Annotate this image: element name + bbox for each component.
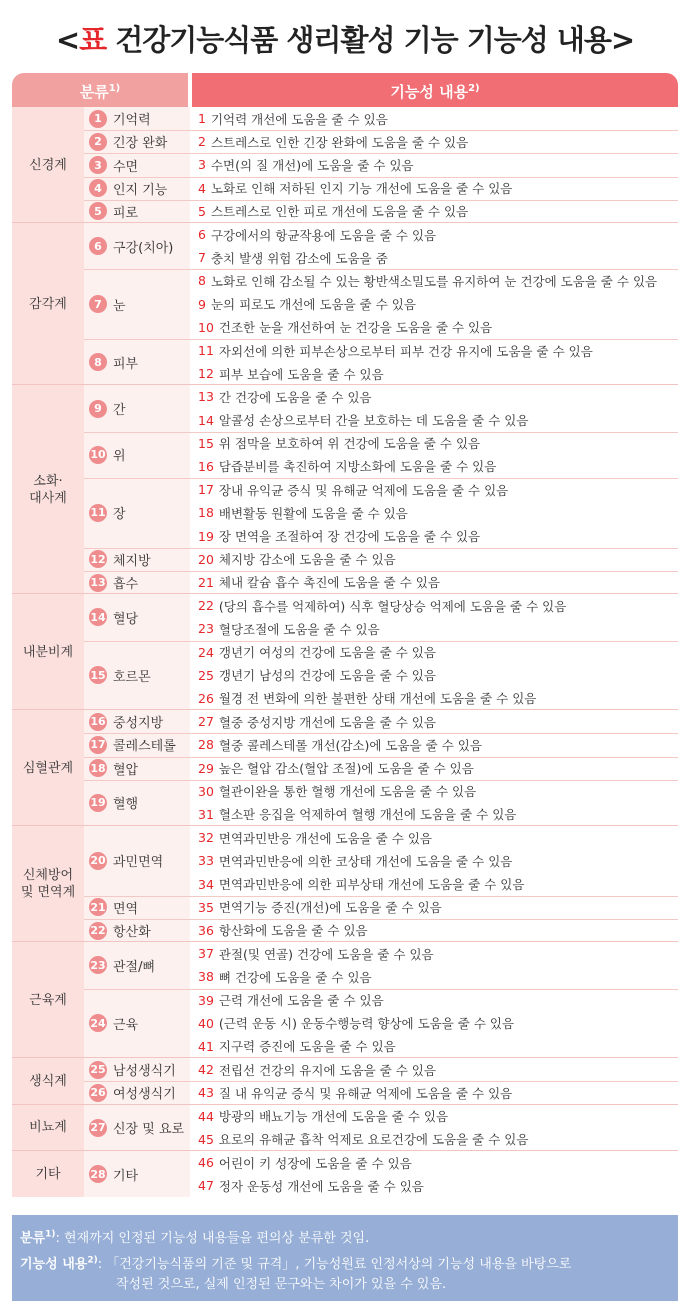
content-text: 노화로 인해 저하된 인지 기능 개선에 도움을 줄 수 있음: [210, 181, 513, 197]
content-number: 5: [198, 203, 206, 219]
category-label: 구강(치아): [113, 240, 174, 256]
content-number: 21: [198, 574, 214, 590]
category-item: [89, 397, 126, 420]
category-number-badge: 5: [89, 202, 107, 220]
column-divider: [190, 710, 192, 826]
content-number: 4: [198, 180, 206, 196]
table-group: [12, 942, 678, 1058]
content-item: [198, 617, 380, 640]
category-number-badge: 20: [89, 852, 107, 870]
content-number: 19: [198, 528, 214, 544]
content-number: 7: [198, 250, 206, 266]
category-label: 장: [113, 507, 126, 523]
content-item: [198, 1058, 436, 1081]
content-item: [198, 246, 388, 269]
content-item: [198, 525, 480, 548]
content-item: [198, 826, 432, 849]
content-text: 혈중 중성지방 개선에 도움을 줄 수 있음: [218, 714, 436, 730]
category-label: 간: [113, 403, 126, 419]
system-label: 신경계: [29, 157, 67, 173]
category-number-badge: 15: [89, 666, 107, 684]
category-item: [89, 1163, 138, 1186]
category-number-badge: 17: [89, 736, 107, 754]
content-text: 충치 발생 위험 감소에 도움을 줌: [210, 250, 388, 266]
category-number-badge: 19: [89, 794, 107, 812]
table-group: [12, 826, 678, 942]
content-text: 항산화에 도움을 줄 수 있음: [218, 923, 368, 939]
content-item: [198, 269, 657, 292]
content-number: 20: [198, 551, 214, 567]
content-item: [198, 293, 416, 316]
category-label: 혈당: [113, 611, 139, 627]
category-item: [89, 896, 138, 919]
system-label: 비뇨계: [29, 1120, 67, 1136]
category-item: [89, 733, 176, 756]
content-number: 28: [198, 737, 214, 753]
category-number-badge: 3: [89, 156, 107, 174]
content-number: 46: [198, 1155, 214, 1170]
category-label: 혈행: [113, 797, 139, 813]
content-item: [198, 919, 368, 942]
content-number: 34: [198, 876, 214, 892]
header-category: 분류$^{1)}$: [12, 73, 188, 107]
content-text: 스트레스로 인한 긴장 완화에 도움을 줄 수 있음: [210, 134, 469, 150]
content-item: [198, 571, 440, 594]
system-label: 기타: [35, 1166, 61, 1182]
content-number: 24: [198, 644, 214, 660]
content-number: 42: [198, 1062, 214, 1078]
column-divider: [190, 942, 192, 1058]
category-number-badge: 23: [89, 956, 107, 974]
content-number: 22: [198, 598, 214, 614]
category-label: 인지 기능: [113, 182, 168, 198]
category-number-badge: 25: [89, 1061, 107, 1079]
category-separator: [84, 919, 678, 920]
category-number-badge: 7: [89, 295, 107, 313]
category-item: [89, 548, 151, 571]
content-item: [198, 316, 492, 339]
content-text: 알콜성 손상으로부터 간을 보호하는 데 도움을 줄 수 있음: [218, 413, 529, 429]
category-label: 흡수: [113, 577, 139, 593]
content-item: [198, 757, 474, 780]
content-item: [198, 896, 442, 919]
category-item: [89, 606, 138, 629]
category-label: 근육: [113, 1017, 139, 1033]
category-label: 피로: [113, 205, 139, 221]
content-text: (당의 흡수를 억제하여) 식후 혈당상승 억제에 도움을 줄 수 있음: [218, 598, 567, 614]
content-item: [198, 733, 482, 756]
system-label: 소화· 대사계: [29, 473, 67, 506]
category-item: [89, 1012, 138, 1035]
category-item: [89, 130, 167, 153]
category-item: [89, 154, 138, 177]
content-text: 장 면역을 조절하여 장 건강에 도움을 줄 수 있음: [218, 529, 481, 545]
content-number: 32: [198, 830, 214, 846]
content-item: [198, 200, 468, 223]
content-item: [198, 594, 566, 617]
category-label: 여성생식기: [113, 1087, 176, 1103]
system-label: 생식계: [29, 1073, 67, 1089]
content-text: 갱년기 남성의 건강에 도움을 줄 수 있음: [218, 668, 436, 684]
category-number-badge: 2: [89, 133, 107, 151]
content-item: [198, 942, 434, 965]
category-item: [89, 200, 138, 223]
content-text: 스트레스로 인한 피로 개선에 도움을 줄 수 있음: [210, 204, 469, 220]
category-number-badge: 27: [89, 1119, 107, 1137]
column-divider: [190, 107, 192, 223]
content-item: [198, 849, 512, 872]
content-number: 35: [198, 899, 214, 915]
content-item: [198, 501, 408, 524]
content-text: 노화로 인해 감소될 수 있는 황반색소밀도를 유지하여 눈 건강에 도움을 줄 수 있음: [210, 273, 658, 289]
content-item: [198, 780, 476, 803]
category-item: [89, 919, 151, 942]
content-number: 33: [198, 853, 214, 869]
content-item: [198, 177, 512, 200]
content-number: 14: [198, 412, 214, 428]
content-text: 간 건강에 도움을 줄 수 있음: [218, 389, 372, 405]
category-number-badge: 21: [89, 898, 107, 916]
content-text: 뼈 건강에 도움을 줄 수 있음: [218, 969, 372, 985]
category-item: [89, 443, 126, 466]
content-text: 체내 칼슘 흡수 촉진에 도움을 줄 수 있음: [218, 575, 440, 591]
content-text: 체지방 감소에 도움을 줄 수 있음: [218, 552, 396, 568]
content-text: 관절(및 연골) 건강에 도움을 줄 수 있음: [218, 946, 434, 962]
content-number: 25: [198, 667, 214, 683]
content-text: 눈의 피로도 개선에 도움을 줄 수 있음: [210, 297, 416, 313]
category-item: [89, 107, 151, 130]
category-item: [89, 757, 138, 780]
content-item: [198, 641, 436, 664]
column-divider: [190, 1105, 192, 1151]
content-item: [198, 687, 536, 710]
content-number: 2: [198, 134, 206, 150]
content-number: 3: [198, 157, 206, 173]
category-label: 남성생식기: [113, 1064, 176, 1080]
content-number: 41: [198, 1038, 214, 1054]
content-number: 39: [198, 992, 214, 1008]
category-number-badge: 28: [89, 1165, 107, 1183]
content-text: 자외선에 의한 피부손상으로부터 피부 건강 유지에 도움을 줄 수 있음: [218, 343, 593, 359]
category-label: 위: [113, 449, 126, 465]
content-text: (근력 운동 시) 운동수행능력 향상에 도움을 줄 수 있음: [218, 1016, 515, 1032]
system-label: 심혈관계: [22, 760, 74, 776]
category-item: [89, 1058, 176, 1081]
content-text: 건조한 눈을 개선하여 눈 건강을 도움을 줄 수 있음: [218, 320, 493, 336]
content-text: 지구력 증진에 도움을 줄 수 있음: [218, 1039, 396, 1055]
category-number-badge: 1: [89, 110, 107, 128]
content-item: [198, 130, 468, 153]
header-content: 기능성 내용$^{2)}$: [192, 73, 678, 107]
content-text: 높은 혈압 감소(혈압 조절)에 도움을 줄 수 있음: [218, 761, 474, 777]
category-number-badge: 8: [89, 353, 107, 371]
content-number: 12: [198, 366, 214, 382]
content-text: 정자 운동성 개선에 도움을 줄 수 있음: [218, 1178, 424, 1194]
content-item: [198, 409, 528, 432]
content-text: 구강에서의 항균작용에 도움을 줄 수 있음: [210, 227, 437, 243]
content-text: 혈소판 응집을 억제하여 혈행 개선에 도움을 줄 수 있음: [218, 807, 517, 823]
content-number: 18: [198, 505, 214, 521]
category-number-badge: 18: [89, 759, 107, 777]
content-number: 37: [198, 946, 214, 962]
content-text: 기억력 개선에 도움을 줄 수 있음: [210, 111, 388, 127]
content-item: [198, 1174, 424, 1197]
table-group: [12, 710, 678, 826]
category-number-badge: 12: [89, 550, 107, 568]
category-item: [89, 501, 126, 524]
system-label: 내분비계: [22, 644, 74, 660]
category-label: 관절/뼈: [113, 959, 156, 975]
content-text: 면역과민반응에 의한 코상태 개선에 도움을 줄 수 있음: [218, 853, 513, 869]
footnote-2-continued: 작성된 것으로, 실제 인정된 문구와는 차이가 있을 수 있음.: [116, 1277, 447, 1292]
content-text: 혈중 콜레스테롤 개선(감소)에 도움을 줄 수 있음: [218, 737, 482, 753]
content-number: 38: [198, 969, 214, 985]
category-item: [89, 351, 138, 374]
content-item: [198, 107, 388, 130]
content-text: 피부 보습에 도움을 줄 수 있음: [218, 366, 384, 382]
content-item: [198, 803, 516, 826]
table-group: [12, 107, 678, 223]
content-number: 27: [198, 714, 214, 730]
content-text: 배변활동 원활에 도움을 줄 수 있음: [218, 505, 408, 521]
category-item: [89, 849, 163, 872]
content-text: 방광의 배뇨기능 개선에 도움을 줄 수 있음: [218, 1109, 449, 1125]
category-label: 기타: [113, 1168, 139, 1184]
category-number-badge: 9: [89, 400, 107, 418]
content-item: [198, 1105, 448, 1128]
content-item: [198, 432, 480, 455]
content-number: 30: [198, 783, 214, 799]
content-text: 수면(의 질 개선)에 도움을 줄 수 있음: [210, 157, 414, 173]
content-item: [198, 223, 436, 246]
category-item: [89, 1116, 184, 1139]
category-item: [89, 571, 138, 594]
content-text: 면역과민반응 개선에 도움을 줄 수 있음: [218, 830, 432, 846]
content-text: 면역과민반응에 의한 피부상태 개선에 도움을 줄 수 있음: [218, 877, 525, 893]
content-text: 혈당조절에 도움을 줄 수 있음: [218, 621, 380, 637]
category-number-badge: 11: [89, 504, 107, 522]
content-text: 면역기능 증진(개선)에 도움을 줄 수 있음: [218, 900, 442, 916]
system-label: 근육계: [29, 992, 67, 1008]
content-number: 16: [198, 458, 214, 474]
category-item: [89, 177, 167, 200]
category-number-badge: 14: [89, 608, 107, 626]
content-item: [198, 710, 436, 733]
category-number-badge: 10: [89, 446, 107, 464]
content-text: 갱년기 여성의 건강에 도움을 줄 수 있음: [218, 645, 436, 661]
column-divider: [190, 826, 192, 942]
footnotes: [12, 1215, 678, 1301]
content-item: [198, 965, 372, 988]
content-item: [198, 664, 436, 687]
column-divider: [190, 385, 192, 594]
content-text: 월경 전 변화에 의한 불편한 상태 개선에 도움을 줄 수 있음: [218, 691, 537, 707]
category-label: 콜레스테롤: [113, 739, 176, 755]
category-number-badge: 4: [89, 179, 107, 197]
table-group: [12, 1058, 678, 1104]
content-number: 36: [198, 922, 214, 938]
category-label: 긴장 완화: [113, 136, 168, 152]
category-number-badge: 16: [89, 713, 107, 731]
category-label: 면역: [113, 901, 139, 917]
category-label: 호르몬: [113, 669, 151, 685]
column-divider: [190, 223, 192, 385]
category-label: 눈: [113, 298, 126, 314]
content-number: 1: [198, 111, 206, 126]
table-group: [12, 385, 678, 594]
category-label: 혈압: [113, 762, 139, 778]
content-number: 31: [198, 806, 214, 822]
content-item: [198, 362, 384, 385]
content-item: [198, 548, 396, 571]
column-divider: [190, 1151, 192, 1197]
content-number: 9: [198, 296, 206, 312]
content-number: 43: [198, 1085, 214, 1101]
category-item: [89, 710, 163, 733]
content-number: 40: [198, 1015, 214, 1031]
category-item: [89, 954, 155, 977]
category-label: 신장 및 요로: [113, 1122, 185, 1138]
category-item: [89, 791, 138, 814]
category-number-badge: 26: [89, 1084, 107, 1102]
content-number: 13: [198, 389, 214, 405]
content-item: [198, 385, 372, 408]
content-number: 45: [198, 1131, 214, 1147]
content-number: 6: [198, 227, 206, 242]
content-item: [198, 989, 384, 1012]
content-number: 8: [198, 273, 206, 289]
content-text: 요로의 유해균 흡착 억제로 요로건강에 도움을 줄 수 있음: [218, 1132, 529, 1148]
content-text: 어린이 키 성장에 도움을 줄 수 있음: [218, 1155, 412, 1171]
content-item: [198, 1035, 396, 1058]
content-number: 26: [198, 690, 214, 706]
content-number: 29: [198, 760, 214, 776]
system-label: 신체방어 및 면역계: [20, 868, 76, 901]
content-item: [198, 153, 414, 176]
table-group: [12, 594, 678, 710]
category-number-badge: 6: [89, 237, 107, 255]
category-label: 과민면역: [113, 855, 164, 871]
content-number: 44: [198, 1108, 214, 1124]
content-number: 10: [198, 319, 214, 335]
content-number: 23: [198, 621, 214, 637]
category-label: 수면: [113, 159, 139, 175]
footnote-1: 분류$^{1)}$ : 현재까지 인정된 기능성 내용들을 편의상 분류한 것임.: [20, 1229, 370, 1246]
content-number: 47: [198, 1178, 214, 1194]
content-text: 혈관이완을 통한 혈행 개선에 도움을 줄 수 있음: [218, 784, 477, 800]
category-label: 체지방: [113, 553, 151, 569]
content-item: [198, 339, 593, 362]
category-label: 중성지방: [113, 716, 164, 732]
content-item: [198, 478, 508, 501]
content-item: [198, 1012, 514, 1035]
category-label: 기억력: [113, 113, 151, 129]
content-text: 장내 유익균 증식 및 유해균 억제에 도움을 줄 수 있음: [218, 482, 509, 498]
system-label: 감각계: [29, 296, 67, 312]
category-number-badge: 22: [89, 922, 107, 940]
content-number: 17: [198, 482, 214, 498]
content-item: [198, 1128, 528, 1151]
category-number-badge: 24: [89, 1014, 107, 1032]
content-item: [198, 873, 524, 896]
content-number: 11: [198, 343, 214, 358]
category-item: [89, 664, 151, 687]
category-label: 항산화: [113, 925, 151, 941]
content-item: [198, 1081, 512, 1104]
title-prefix: 표: [79, 23, 107, 57]
category-item: [89, 235, 173, 258]
content-text: 전립선 건강의 유지에 도움을 줄 수 있음: [218, 1062, 436, 1078]
footnote-2: 기능성 내용$^{2)}$ : 「건강기능식품의 기준 및 규격」, 기능성원료 인정서상의 기능성 내용을 바탕으로: [20, 1255, 572, 1272]
category-item: [89, 1081, 176, 1104]
content-item: [198, 1151, 412, 1174]
content-item: [198, 455, 496, 478]
category-number-badge: 13: [89, 574, 107, 592]
table-group: [12, 223, 678, 385]
category-label: 피부: [113, 356, 139, 372]
category-item: [89, 293, 126, 316]
content-text: 질 내 유익균 증식 및 유해균 억제에 도움을 줄 수 있음: [218, 1085, 513, 1101]
content-number: 15: [198, 435, 214, 451]
page-title: <표 건강기능식품 생리활성 기능 기능성 내용>: [55, 23, 635, 57]
column-divider: [190, 594, 192, 710]
content-text: 근력 개선에 도움을 줄 수 있음: [218, 993, 384, 1009]
content-text: 위 점막을 보호하여 위 건강에 도움을 줄 수 있음: [218, 436, 481, 452]
table-group: [12, 1105, 678, 1151]
content-text: 담즙분비를 촉진하여 지방소화에 도움을 줄 수 있음: [218, 459, 497, 475]
table-group: [12, 1151, 678, 1197]
